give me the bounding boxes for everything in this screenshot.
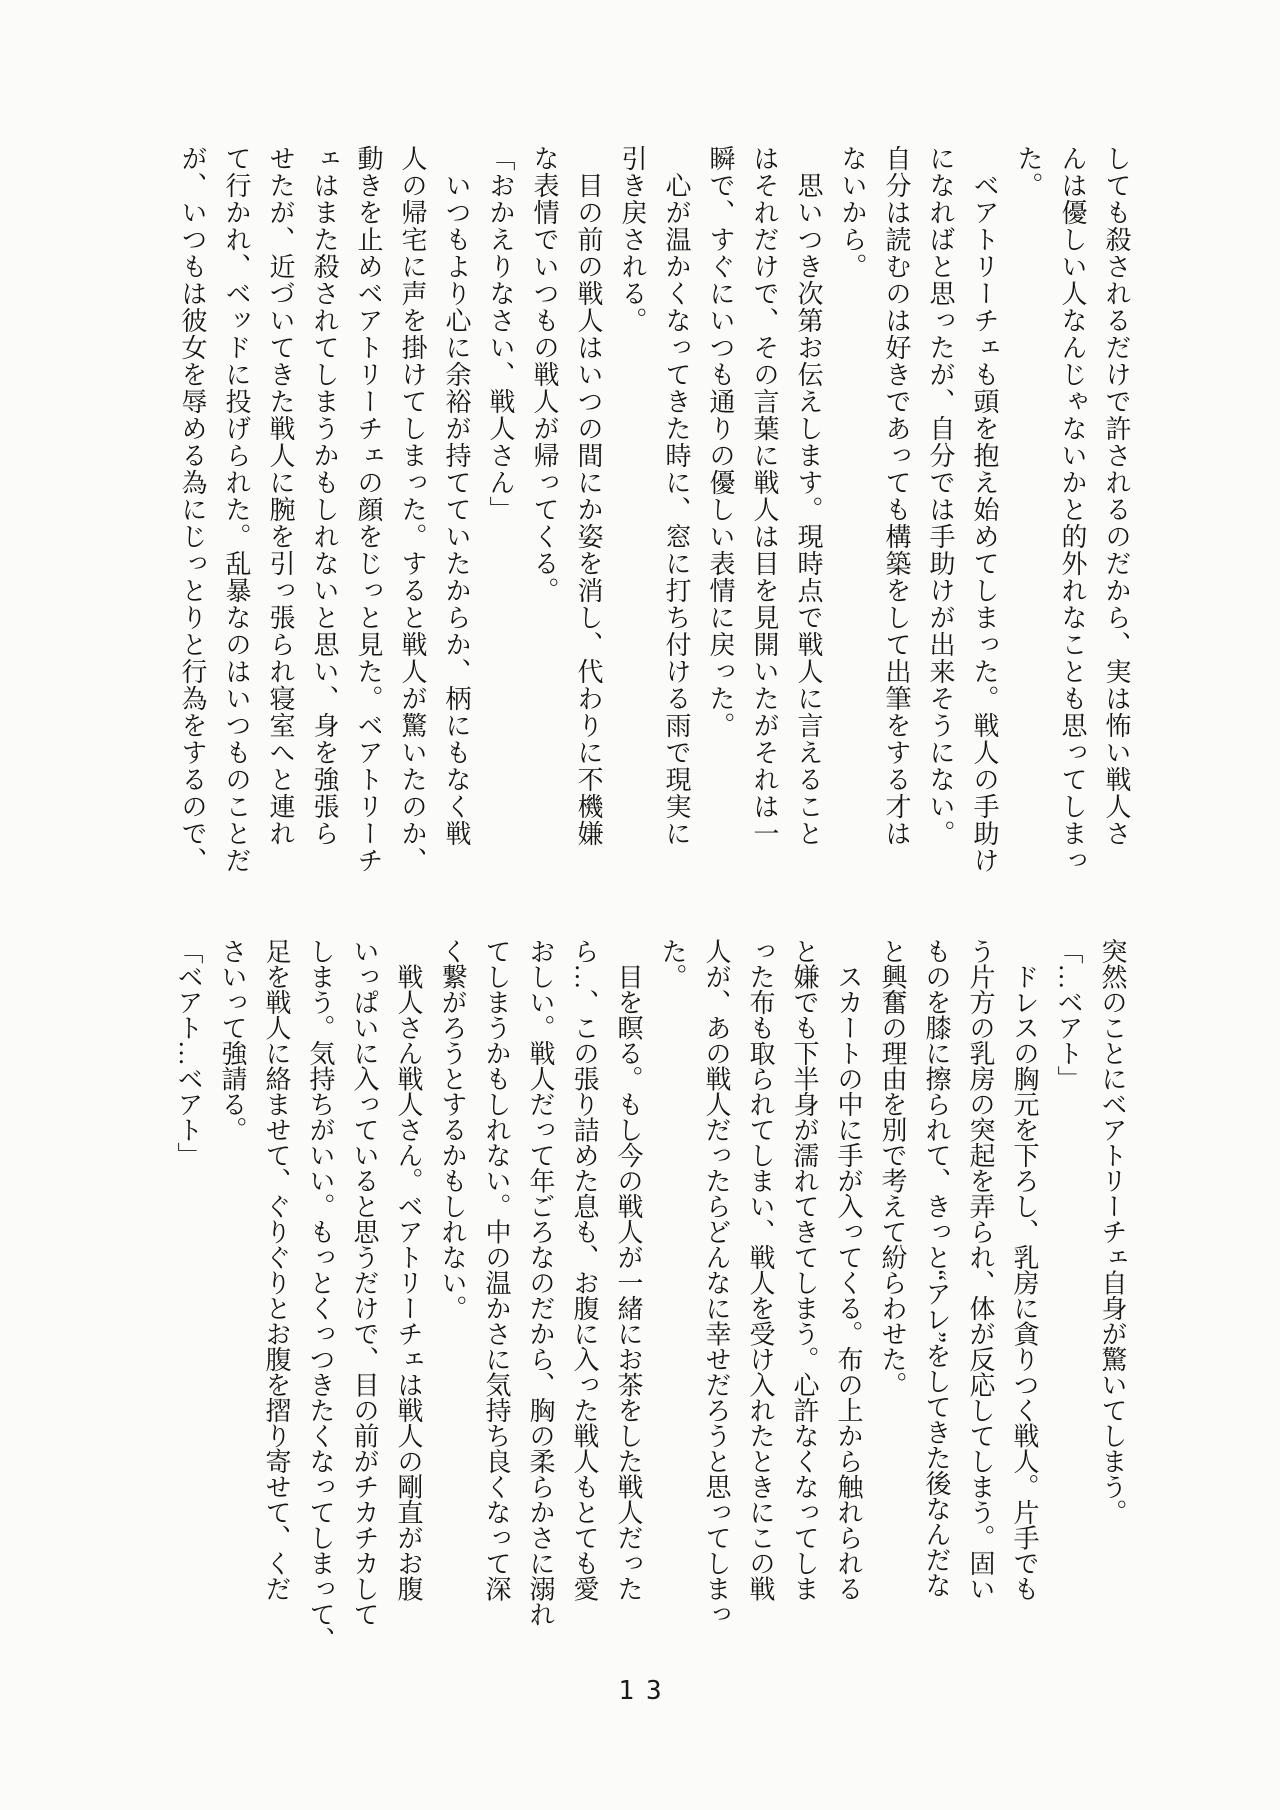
text-column: さいって強請る。 <box>218 938 247 1142</box>
text-column: 思いつき次第お伝えします。現時点で戦人に言えること <box>794 145 823 847</box>
text-column: いっぱいに入っていると思うだけで、目の前がチカチカして <box>350 938 379 1627</box>
text-column: しても殺されるだけで許されるのだから、実は怖い戦人さ <box>1102 145 1131 847</box>
text-column: 戦人さん戦人さん。ベアトリーチェは戦人の剛直がお腹 <box>394 938 423 1601</box>
text-column: おしい。戦人だって年ごろなのだから、胸の柔らかさに溺れ <box>526 938 555 1627</box>
text-column: ベアトリーチェも頭を抱え始めてしまった。戦人の手助け <box>970 145 999 874</box>
text-column: て行かれ、ベッドに投げられた。乱暴なのはいつものことだ <box>222 145 251 874</box>
text-column: てしまうかもしれない。中の温かさに気持ち良くなって深 <box>482 938 511 1601</box>
text-column: ェはまた殺されてしまうかもしれないと思い、身を強張ら <box>310 145 339 847</box>
text-column: 目の前の戦人はいつの間にか姿を消し、代わりに不機嫌 <box>574 145 603 847</box>
text-column: ないから。 <box>838 145 867 280</box>
text-column: う片方の乳房の突起を弄られ、体が反応してしまう。固い <box>966 938 995 1601</box>
text-column: 引き戻される。 <box>618 145 647 334</box>
text-column: 「おかえりなさい、戦人さん」 <box>486 145 515 523</box>
text-column: んは優しい人なんじゃないかと的外れなことも思ってしまっ <box>1058 145 1087 874</box>
text-column: ドレスの胸元を下ろし、乳房に貪りつく戦人。片手でも <box>1010 938 1039 1601</box>
text-column: 人の帰宅に声を掛けてしまった。すると戦人が驚いたのか、 <box>398 145 427 874</box>
text-column: く繋がろうとするかもしれない。 <box>438 938 467 1321</box>
text-column: しまう。気持ちがいい。もっとくっつきたくなってしまって、 <box>306 938 335 1652</box>
text-column: 動きを止めベアトリーチェの顔をじっと見た。ベアトリーチ <box>354 145 383 874</box>
text-column: 心が温かくなってきた時に、窓に打ち付ける雨で現実に <box>662 145 691 847</box>
text-column: 人が、あの戦人だったらどんなに幸せだろうと思ってしまっ <box>702 938 731 1627</box>
text-column: 「ベアト…ベアト」 <box>174 938 203 1168</box>
text-column: はそれだけで、その言葉に戦人は目を見開いたがそれは一 <box>750 145 779 847</box>
bottom-text-block <box>166 938 1134 1668</box>
text-column: った布も取られてしまい、戦人を受け入れたときにこの戦 <box>746 938 775 1601</box>
text-column: が、いつもは彼女を辱める為にじっとりと行為をするので、 <box>178 145 207 874</box>
text-column: た。 <box>1014 145 1043 199</box>
text-column: 突然のことにベアトリーチェ自身が驚いてしまう。 <box>1098 938 1127 1525</box>
text-column: と興奮の理由を別で考えて紛らわせた。 <box>878 938 907 1397</box>
top-text-block <box>170 145 1138 890</box>
text-column: 「…ベアト」 <box>1054 938 1083 1091</box>
text-column: ら…、この張り詰めた息も、お腹に入った戦人もとても愛 <box>570 938 599 1601</box>
text-column: ものを膝に擦られて、きっと“アレ”をしてきた後なんだな <box>922 938 951 1598</box>
text-column: 目を瞑る。もし今の戦人が一緒にお茶をした戦人だった <box>614 938 643 1601</box>
text-column: た。 <box>658 938 687 989</box>
text-column: と嫌でも下半身が濡れてきてしまう。心許なくなってしま <box>790 938 819 1601</box>
text-column: スカートの中に手が入ってくる。布の上から触れられる <box>834 938 863 1601</box>
text-column: な表情でいつもの戦人が帰ってくる。 <box>530 145 559 604</box>
text-column: 足を戦人に絡ませて、ぐりぐりとお腹を摺り寄せて、くだ <box>262 938 291 1601</box>
text-column: になればと思ったが、自分では手助けが出来そうにない。 <box>926 145 955 847</box>
text-column: せたが、近づいてきた戦人に腕を引っ張られ寝室へと連れ <box>266 145 295 847</box>
text-column: いつもより心に余裕が持てていたからか、柄にもなく戦 <box>442 145 471 847</box>
text-column: 瞬で、すぐにいつも通りの優しい表情に戻った。 <box>706 145 735 739</box>
text-column: 自分は読むのは好きであっても構築をして出筆をする才は <box>882 145 911 847</box>
page-number: 13 <box>618 1676 674 1706</box>
